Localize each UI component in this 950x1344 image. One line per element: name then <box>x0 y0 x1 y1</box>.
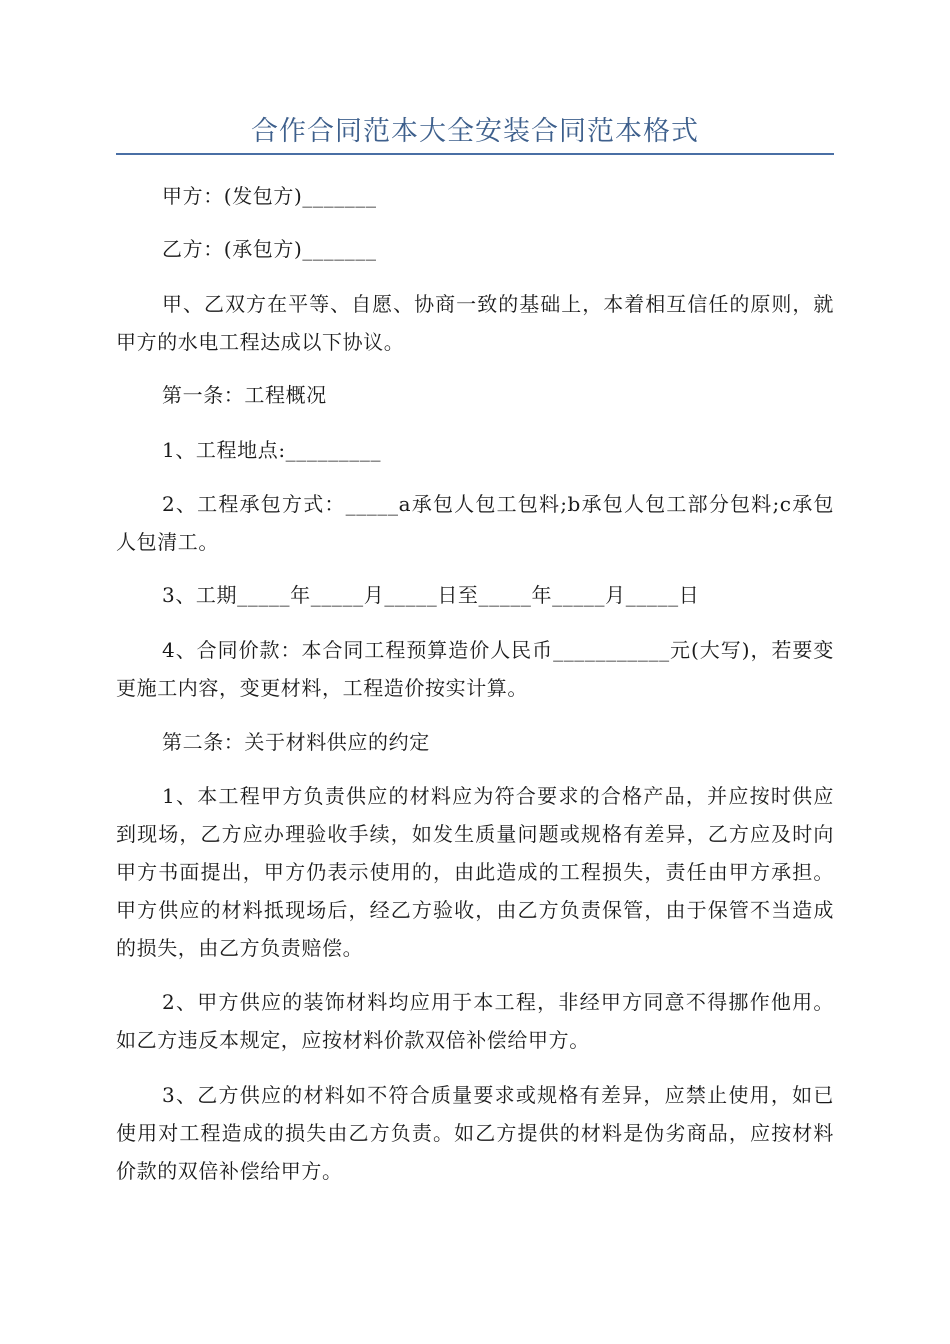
construction-period-line: 3、工期_____年_____月_____日至_____年_____月_____日 <box>162 583 700 607</box>
contract-price-paragraph: 4、合同价款：本合同工程预算造价人民币___________元(大写)，若要变更施工内容，变更材料，工程造价按实计算。 <box>116 638 834 700</box>
project-location-line: 1、工程地点:_________ <box>162 438 382 462</box>
page-title: 合作合同范本大全安装合同范本格式 <box>251 116 699 147</box>
preamble-paragraph: 甲、乙双方在平等、自愿、协商一致的基础上，本着相互信任的原则，就甲方的水电工程达成以下协议。 <box>116 292 834 354</box>
article-1-heading: 第一条：工程概况 <box>162 383 327 407</box>
article-2-heading: 第二条：关于材料供应的约定 <box>162 730 430 754</box>
title-underline <box>116 153 834 155</box>
party-b-line: 乙方：(承包方)_______ <box>162 237 377 261</box>
contract-method-paragraph: 2、工程承包方式：_____a承包人包工包料;b承包人包工部分包料;c承包人包清工。 <box>116 492 834 554</box>
material-clause-2: 2、甲方供应的装饰材料均应用于本工程，非经甲方同意不得挪作他用。如乙方违反本规定，应按材料价款双倍补偿给甲方。 <box>116 990 834 1052</box>
material-clause-3: 3、乙方供应的材料如不符合质量要求或规格有差异，应禁止使用，如已使用对工程造成的损失由乙方负责。如乙方提供的材料是伪劣商品，应按材料价款的双倍补偿给甲方。 <box>116 1083 834 1183</box>
material-clause-1: 1、本工程甲方负责供应的材料应为符合要求的合格产品，并应按时供应到现场，乙方应办理验收手续，如发生质量问题或规格有差异，乙方应及时向甲方书面提出，甲方仍表示使用的，由此造成的工程损失，责任由甲方承担。甲方供应的材料抵现场后，经乙方验收，由乙方负责保管，由于保管不当造成的损失，由乙方负责赔偿。 <box>116 784 834 960</box>
party-a-line: 甲方：(发包方)_______ <box>162 184 377 208</box>
